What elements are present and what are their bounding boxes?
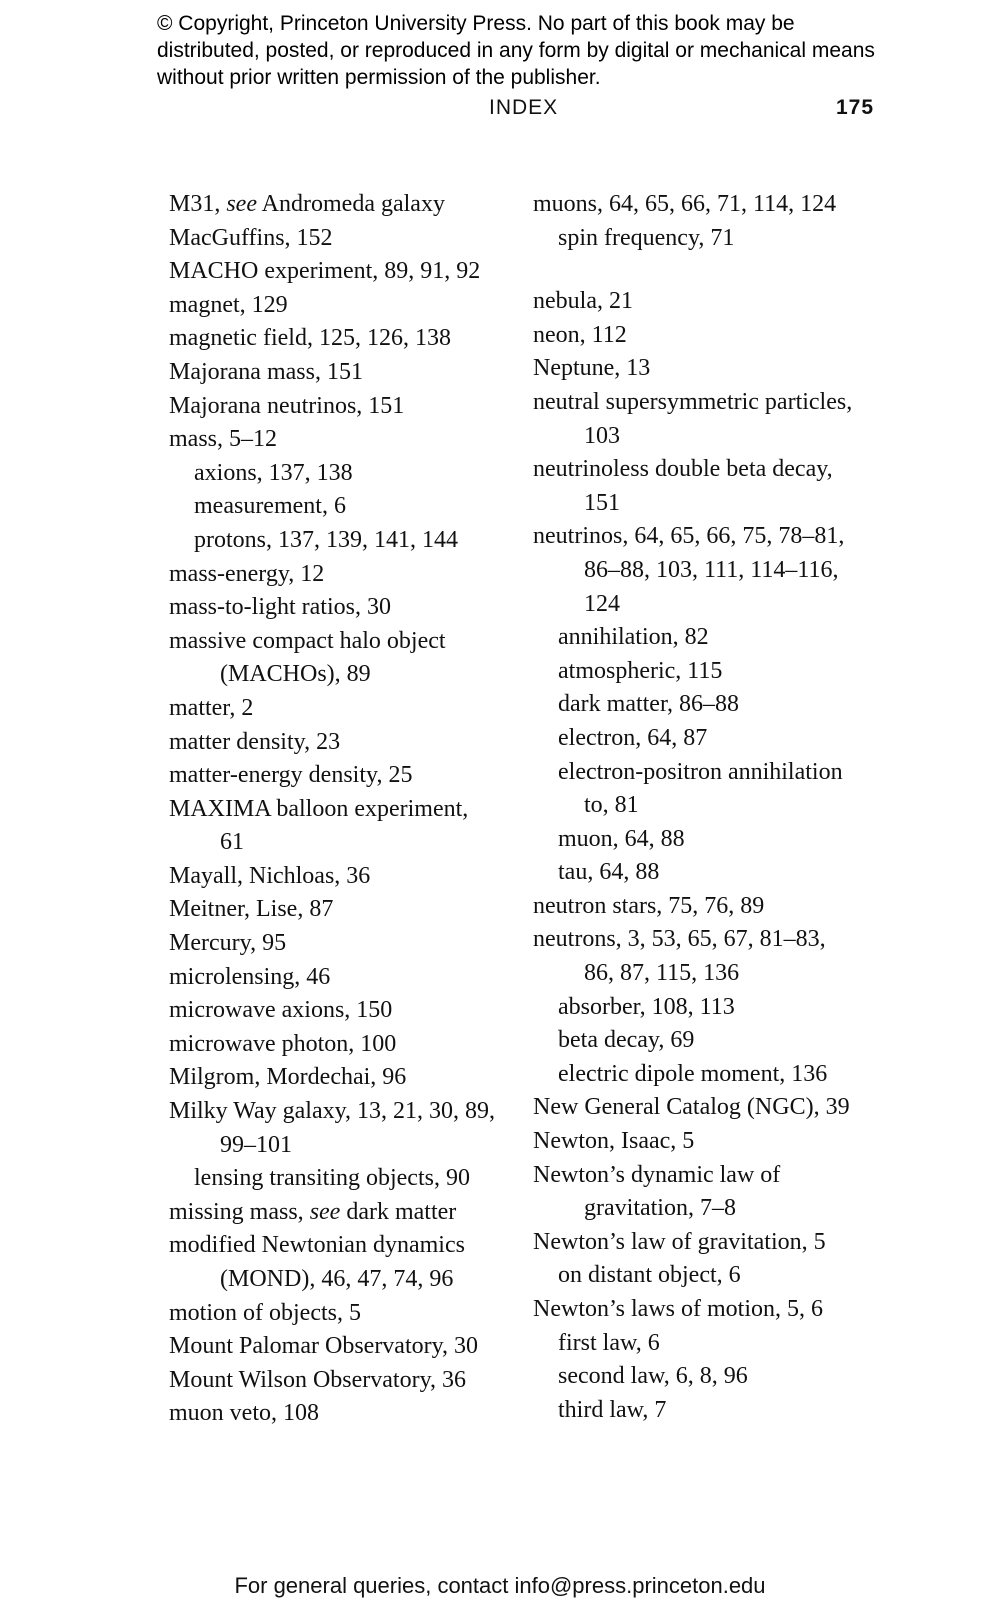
index-entry: magnet, 129 — [169, 291, 288, 318]
running-title: INDEX — [489, 96, 559, 119]
index-entry: Newton, Isaac, 5 — [533, 1128, 695, 1155]
index-entry: matter-energy density, 25 — [169, 762, 413, 789]
index-entry-continuation: gravitation, 7–8 — [584, 1195, 736, 1222]
index-entry: New General Catalog (NGC), 39 — [533, 1094, 850, 1121]
index-entry: matter density, 23 — [169, 728, 341, 755]
index-column-right — [533, 188, 873, 1427]
index-subentry: dark matter, 86–88 — [558, 691, 739, 718]
index-entry: Meitner, Lise, 87 — [169, 896, 334, 923]
index-entry-text: Andromeda galaxy — [257, 191, 445, 217]
index-entry-continuation: to, 81 — [584, 792, 639, 819]
index-entry: MacGuffins, 152 — [169, 224, 333, 251]
index-entry-continuation: 103 — [584, 422, 620, 449]
index-subentry: first law, 6 — [558, 1329, 660, 1356]
index-entry-continuation: 124 — [584, 590, 620, 617]
index-entry: Milky Way galaxy, 13, 21, 30, 89, — [169, 1098, 496, 1125]
index-entry: neon, 112 — [533, 321, 627, 348]
index-entry — [169, 188, 509, 222]
index-entry-continuation: 86, 87, 115, 136 — [584, 960, 740, 987]
index-entry: neutrons, 3, 53, 65, 67, 81–83, — [533, 926, 826, 953]
index-subentry: protons, 137, 139, 141, 144 — [194, 526, 458, 553]
index-entry: Majorana neutrinos, 151 — [169, 392, 405, 419]
index-entry: microlensing, 46 — [169, 963, 331, 990]
index-entry-continuation: (MACHOs), 89 — [220, 661, 371, 688]
index-subentry: spin frequency, 71 — [558, 224, 735, 251]
index-subentry: atmospheric, 115 — [558, 657, 723, 684]
index-subentry: tau, 64, 88 — [558, 859, 660, 886]
index-entry: Neptune, 13 — [533, 355, 651, 382]
index-entry: Milgrom, Mordechai, 96 — [169, 1064, 407, 1091]
index-entry-continuation: 86–88, 103, 111, 114–116, — [584, 556, 839, 583]
index-entry: matter, 2 — [169, 694, 254, 721]
index-entry-continuation: 151 — [584, 489, 620, 516]
index-entry: MAXIMA balloon experiment, — [169, 795, 469, 822]
index-entry: Mount Wilson Observatory, 36 — [169, 1366, 467, 1393]
see-reference: see — [226, 191, 257, 217]
index-entry-text: dark matter — [340, 1198, 457, 1225]
index-entry: muon veto, 108 — [169, 1400, 319, 1427]
index-column-left — [169, 188, 509, 1431]
index-entry: neutron stars, 75, 76, 89 — [533, 892, 765, 919]
index-subentry: absorber, 108, 113 — [558, 993, 735, 1020]
index-entry: Majorana mass, 151 — [169, 358, 363, 385]
index-entry — [169, 1196, 509, 1230]
index-subentry: third law, 7 — [558, 1396, 667, 1423]
index-entry: mass-to-light ratios, 30 — [169, 594, 391, 621]
index-entry: Newton’s laws of motion, 5, 6 — [533, 1296, 823, 1322]
index-gap — [533, 255, 873, 285]
index-subentry: electric dipole moment, 136 — [558, 1060, 828, 1087]
index-subentry: measurement, 6 — [194, 493, 346, 520]
index-subentry: beta decay, 69 — [558, 1027, 695, 1054]
index-entry: muons, 64, 65, 66, 71, 114, 124 — [533, 191, 837, 217]
index-subentry: lensing transiting objects, 90 — [194, 1165, 470, 1192]
index-subentry: on distant object, 6 — [558, 1262, 741, 1289]
index-subentry: second law, 6, 8, 96 — [558, 1363, 748, 1390]
running-head — [0, 96, 1000, 126]
index-entry: mass-energy, 12 — [169, 560, 325, 587]
index-subentry: electron-positron annihilation — [558, 758, 843, 785]
index-entry: microwave photon, 100 — [169, 1030, 397, 1057]
index-entry: neutral supersymmetric particles, — [533, 388, 853, 415]
index-entry-continuation: 99–101 — [220, 1131, 292, 1158]
index-entry: Mount Palomar Observatory, 30 — [169, 1333, 479, 1360]
index-subentry: electron, 64, 87 — [558, 724, 708, 751]
index-entry: Mayall, Nichloas, 36 — [169, 862, 371, 889]
index-entry: massive compact halo object — [169, 627, 446, 654]
index-entry: neutrinos, 64, 65, 66, 75, 78–81, — [533, 523, 845, 550]
index-entry: Newton’s law of gravitation, 5 — [533, 1228, 826, 1255]
index-entry: neutrinoless double beta decay, — [533, 456, 833, 483]
index-entry: microwave axions, 150 — [169, 997, 393, 1024]
index-entry-continuation: (MOND), 46, 47, 74, 96 — [220, 1266, 454, 1292]
index-subentry: muon, 64, 88 — [558, 825, 685, 852]
index-entry: modified Newtonian dynamics — [169, 1232, 465, 1259]
see-reference: see — [309, 1198, 341, 1225]
index-subentry: annihilation, 82 — [558, 624, 709, 651]
index-entry-text: M31, — [169, 191, 227, 217]
index-entry: nebula, 21 — [533, 288, 633, 315]
copyright-notice: © Copyright, Princeton University Press. No part of this book may be distributed, posted, or reproduced in any form by digital or mechanical means without prior written permission of the publisher. — [157, 12, 875, 89]
index-entry: motion of objects, 5 — [169, 1299, 361, 1326]
index-entry: MACHO experiment, 89, 91, 92 — [169, 258, 481, 285]
index-entry-text: missing mass, — [169, 1198, 310, 1225]
footer-contact: For general queries, contact info@press.princeton.edu — [234, 1573, 766, 1598]
index-entry: magnetic field, 125, 126, 138 — [169, 325, 451, 352]
index-entry: Newton’s dynamic law of — [533, 1161, 781, 1188]
page-number: 175 — [836, 96, 875, 119]
index-subentry: axions, 137, 138 — [194, 459, 353, 486]
index-entry: Mercury, 95 — [169, 930, 287, 957]
index-entry: mass, 5–12 — [169, 426, 277, 453]
index-entry-continuation: 61 — [220, 829, 244, 856]
